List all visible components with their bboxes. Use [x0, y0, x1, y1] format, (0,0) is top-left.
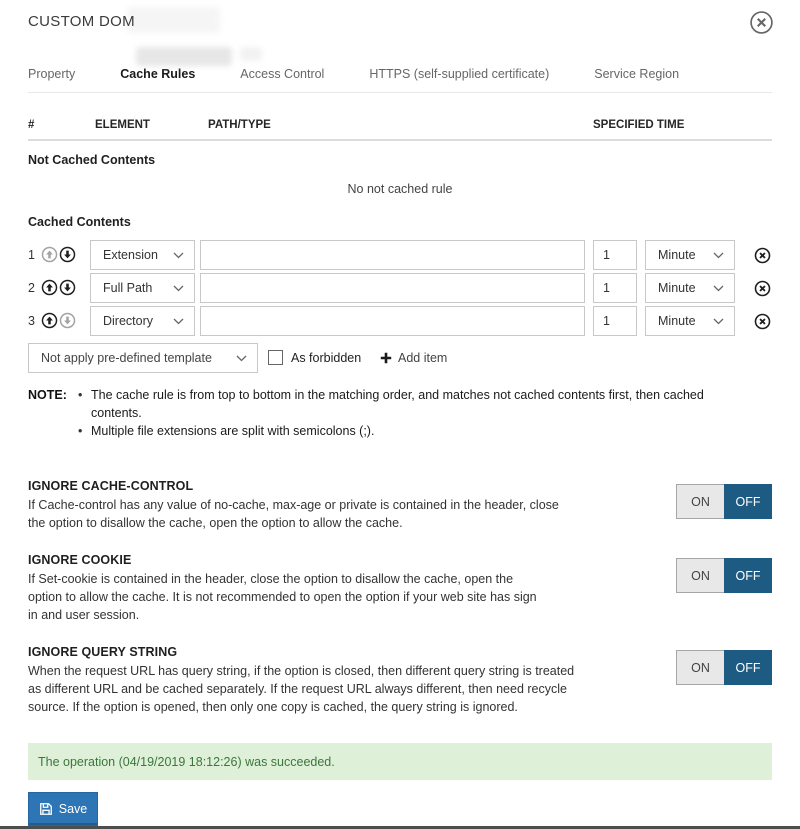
time-unit-value: Minute	[658, 248, 696, 262]
column-header-path-type: PATH/TYPE	[208, 119, 271, 131]
table-row	[28, 240, 772, 270]
column-header-number: #	[28, 119, 35, 131]
move-down-icon[interactable]	[59, 246, 76, 263]
specified-time-input[interactable]	[593, 240, 637, 270]
tab-property[interactable]: Property	[28, 67, 76, 81]
close-icon[interactable]	[749, 10, 774, 35]
specified-time-input[interactable]	[593, 306, 637, 336]
chevron-down-icon	[236, 355, 247, 362]
chevron-down-icon	[173, 318, 184, 325]
ignore-cache-control-description: If Cache-control has any value of no-cache, max-age or private is contained in the header, close the option to disallow the cache, open the option to allow the cache.	[28, 498, 559, 530]
chevron-down-icon	[173, 252, 184, 259]
note-bullet: • The cache rule is from top to bottom in the matching order, and matches not cached contents first, then cached contents.	[78, 388, 704, 420]
tab-access-control[interactable]: Access Control	[240, 67, 325, 81]
toggle-on-button[interactable]: ON	[676, 650, 724, 685]
delete-icon[interactable]	[754, 313, 771, 330]
redacted-domain-name	[127, 7, 220, 33]
element-type-select[interactable]	[90, 240, 195, 270]
predefined-template-select[interactable]	[28, 343, 258, 373]
template-bar	[28, 343, 772, 373]
redacted-smudge	[136, 47, 232, 66]
time-unit-value: Minute	[658, 314, 696, 328]
path-type-input[interactable]	[200, 306, 585, 336]
element-type-select[interactable]	[90, 306, 195, 336]
tab-service-region[interactable]: Service Region	[594, 67, 680, 81]
element-type-value: Extension	[103, 248, 158, 262]
column-header-element: ELEMENT	[95, 119, 150, 131]
add-icon	[380, 352, 392, 364]
tab-https[interactable]: HTTPS (self-supplied certificate)	[369, 67, 550, 81]
element-type-value: Directory	[103, 314, 154, 328]
predefined-template-value: Not apply pre-defined template	[41, 351, 212, 365]
time-unit-select[interactable]	[645, 306, 735, 336]
ignore-query-string-section	[28, 645, 772, 716]
chevron-down-icon	[713, 252, 724, 259]
toggle-off-button[interactable]: OFF	[724, 650, 772, 685]
table-row	[28, 273, 772, 303]
move-up-icon[interactable]	[41, 279, 58, 296]
add-item-button[interactable]	[380, 351, 447, 365]
note-label: NOTE:	[28, 388, 67, 402]
ignore-cookie-title: IGNORE COOKIE	[28, 553, 132, 567]
time-unit-select[interactable]	[645, 273, 735, 303]
move-up-icon[interactable]	[41, 312, 58, 329]
chevron-down-icon	[713, 285, 724, 292]
row-index: 2	[28, 281, 35, 295]
as-forbidden-checkbox[interactable]	[268, 350, 283, 365]
cached-rules-list	[28, 240, 772, 336]
toggle-off-button[interactable]: OFF	[724, 558, 772, 593]
toggle-on-button[interactable]: ON	[676, 484, 724, 519]
element-type-select[interactable]	[90, 273, 195, 303]
no-not-cached-rule-text: No not cached rule	[347, 182, 453, 196]
delete-icon[interactable]	[754, 280, 771, 297]
time-unit-value: Minute	[658, 281, 696, 295]
success-message: The operation (04/19/2019 18:12:26) was succeeded.	[28, 743, 772, 780]
ignore-cache-control-toggle	[676, 484, 772, 519]
toggle-off-button[interactable]: OFF	[724, 484, 772, 519]
table-header	[28, 117, 772, 141]
ignore-cache-control-section	[28, 479, 772, 532]
note-block	[28, 386, 772, 440]
column-header-specified-time: SPECIFIED TIME	[593, 119, 685, 131]
toggle-sections	[28, 479, 772, 716]
cached-contents-title: Cached Contents	[28, 215, 131, 229]
row-index: 3	[28, 314, 35, 328]
tab-cache-rules[interactable]: Cache Rules	[120, 67, 196, 81]
path-type-input[interactable]	[200, 273, 585, 303]
chevron-down-icon	[173, 285, 184, 292]
add-item-label: Add item	[398, 351, 448, 365]
ignore-query-string-title: IGNORE QUERY STRING	[28, 645, 178, 659]
not-cached-contents-title: Not Cached Contents	[28, 153, 156, 167]
path-type-input[interactable]	[200, 240, 585, 270]
delete-icon[interactable]	[754, 247, 771, 264]
move-up-icon[interactable]	[41, 246, 58, 263]
page-title: CUSTOM DOM	[28, 13, 135, 30]
toggle-on-button[interactable]: ON	[676, 558, 724, 593]
note-bullet: • Multiple file extensions are split with semicolons (;).	[78, 424, 375, 438]
element-type-value: Full Path	[103, 281, 153, 295]
ignore-query-string-description: When the request URL has query string, if the option is closed, then different query string is treated as different URL and be cached separately. If the request URL always different, then need recycle source. If the option is opened, then only one copy is cached, the query string is ignored.	[28, 664, 575, 714]
move-down-icon[interactable]	[59, 279, 76, 296]
redacted-smudge-small	[240, 47, 262, 61]
save-icon	[39, 802, 53, 816]
move-down-icon[interactable]	[59, 312, 76, 329]
save-button-label: Save	[58, 802, 88, 816]
chevron-down-icon	[713, 318, 724, 325]
ignore-cache-control-title: IGNORE CACHE-CONTROL	[28, 479, 194, 493]
table-row	[28, 306, 772, 336]
specified-time-input[interactable]	[593, 273, 637, 303]
ignore-cookie-toggle	[676, 558, 772, 593]
ignore-query-string-toggle	[676, 650, 772, 685]
row-index: 1	[28, 248, 35, 262]
ignore-cookie-section	[28, 553, 772, 624]
ignore-cookie-description: If Set-cookie is contained in the header, close the option to disallow the cache, open the option to allow the cache. It is not recommended to open the option if your web site has sign in and user session.	[28, 572, 537, 622]
time-unit-select[interactable]	[645, 240, 735, 270]
tab-bar	[28, 67, 772, 93]
save-button[interactable]	[28, 792, 98, 826]
as-forbidden-label: As forbidden	[291, 351, 362, 365]
